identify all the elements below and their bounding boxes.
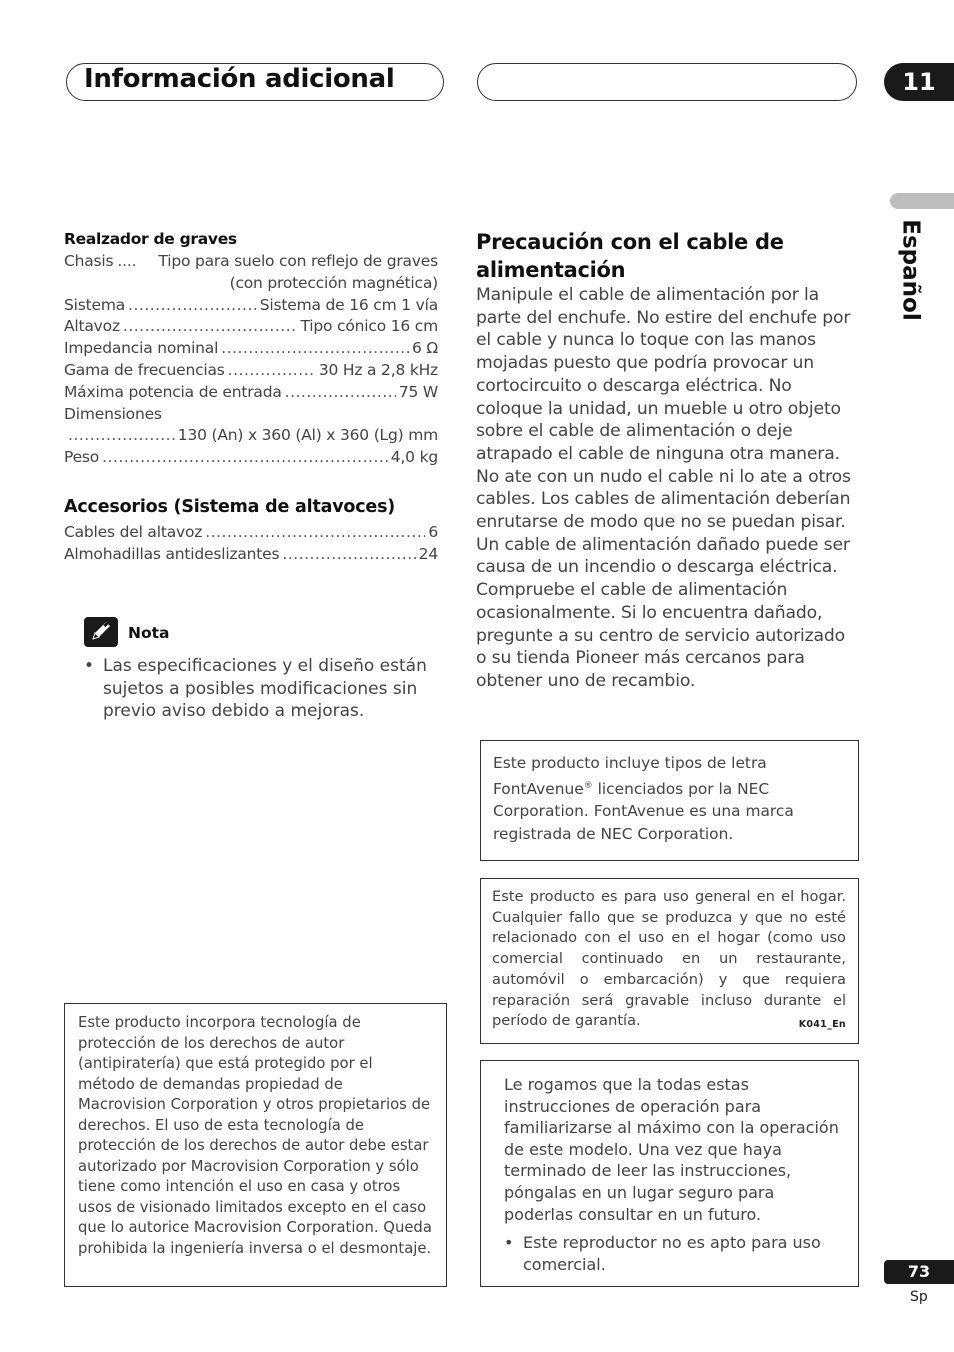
list-item (84, 655, 434, 723)
spec-label: Gama de frecuencias (64, 360, 225, 379)
spec-value: 6 (428, 523, 438, 541)
instructions-notice (480, 1060, 859, 1287)
power-cord-heading: Precaución con el cable de alimentación (476, 230, 784, 282)
spec-leader (285, 382, 396, 404)
spec-label: Almohadillas antideslizantes (64, 544, 280, 563)
spec-row (64, 522, 438, 544)
bullet-marker: • (84, 656, 95, 676)
instructions-bullet: Este reproductor no es apto para uso comercial. (523, 1233, 821, 1274)
instructions-text: Le rogamos que la todas estas instrucciones de operación para familiarizarse al máximo con la operación de este modelo. Una vez que haya terminado de leer las instrucciones, póngalas en un lugar seguro para poderlas consultar en un futuro. (504, 1075, 839, 1224)
spec-leader (282, 544, 415, 566)
spec-label: Altavoz (64, 317, 120, 336)
spec-label: Máxima potencia de entrada (64, 382, 282, 401)
page-title: Información adicional (84, 64, 395, 94)
spec-row (64, 544, 438, 566)
language-label: Español (898, 219, 925, 321)
language-tab-bar (890, 193, 954, 209)
spec-row (64, 338, 438, 360)
fontavenue-notice (480, 740, 859, 861)
spec-leader: .... (117, 252, 137, 270)
accessories-specs (64, 497, 438, 566)
accessories-heading: Accesorios (Sistema de altavoces) (64, 497, 396, 517)
page-number: 73 (884, 1260, 954, 1284)
spec-value: 30 Hz a 2,8 kHz (318, 360, 438, 379)
spec-value: Sistema de 16 cm 1 vía (259, 295, 438, 314)
spec-value: 75 W (398, 382, 438, 401)
spec-row (64, 316, 438, 338)
spec-label: Impedancia nominal (64, 339, 219, 358)
macrovision-notice (64, 1003, 447, 1287)
fontavenue-text-b: licenciados por la NEC Corporation. FontAvenue es una marca registrada de NEC Corporation. (493, 779, 794, 843)
spec-leader (102, 447, 388, 469)
spec-row (64, 447, 438, 469)
spec-value: 130 (An) x 360 (Al) x 360 (Lg) mm (177, 426, 438, 445)
note-label: Nota (128, 624, 170, 642)
note-text: Las especificaciones y el diseño están sujetos a posibles modificaciones sin previo aviso debido a mejoras. (103, 656, 427, 721)
spec-label: Cables del altavoz (64, 523, 203, 541)
spec-leader (68, 425, 175, 447)
spec-value: (con protección magnética) (229, 273, 438, 292)
note-list (84, 655, 434, 723)
fontavenue-text-a: Este producto incluye tipos de letra FontAvenue (493, 754, 767, 798)
language-tab (876, 215, 946, 325)
home-use-text: Este producto es para uso general en el hogar. Cualquier fallo que se produzca y que no esté relacionado con el uso en el hogar (como uso comercial continuado en un restaurante, automóvil o embarcación) y que requiera reparación será gravable incluso durante el período de garantía. (492, 888, 846, 1030)
spec-row (64, 425, 438, 447)
list-item (504, 1232, 844, 1275)
subwoofer-specs (64, 229, 438, 469)
spec-value: 4,0 kg (390, 448, 438, 467)
header-empty-frame (477, 63, 857, 101)
spec-row (64, 251, 438, 273)
registered-mark: ® (583, 780, 593, 791)
spec-leader (128, 295, 257, 317)
spec-row (64, 273, 438, 295)
pencil-icon (84, 617, 118, 647)
spec-row (64, 295, 438, 317)
spec-label: Dimensiones (64, 404, 162, 423)
spec-label: Chasis (64, 252, 114, 270)
spec-row (64, 382, 438, 404)
spec-leader (205, 522, 425, 544)
home-use-notice (480, 878, 859, 1044)
spec-leader (221, 338, 409, 360)
document-code: K041_En (798, 1019, 846, 1031)
spec-value: Tipo para suelo con reflejo de graves (158, 252, 438, 270)
bullet-marker: • (504, 1233, 514, 1253)
spec-leader (228, 360, 316, 382)
subwoofer-heading: Realzador de graves (64, 230, 237, 248)
spec-leader (123, 316, 298, 338)
spec-row (64, 404, 438, 426)
spec-value: 24 (418, 544, 438, 563)
power-cord-body: Manipule el cable de alimentación por la parte del enchufe. No estire del enchufe por el cable y nunca lo toque con las manos mojadas puesto que podría provocar un cortocircuito o descarga eléctrica. No coloque la unidad, un mueble u otro objeto sobre el cable de alimentación o deje atrapado el cable de ninguna otra manera. No ate con un nudo el cable ni lo ate a otros cables. Los cables de alimentación deberían enrutarse de modo que no se puedan pisar. Un cable de alimentación dañado puede ser causa de un incendio o descarga eléctrica. Compruebe el cable de alimentación ocasionalmente. Si lo encuentra dañado, pregunte a su centro de servicio autorizado o su tienda Pioneer más cercanos para obtener uno de recambio. (476, 285, 851, 691)
spec-label: Peso (64, 448, 100, 467)
page-language-code: Sp (910, 1289, 928, 1305)
spec-label: Sistema (64, 295, 126, 314)
chapter-number: 11 (884, 63, 954, 101)
spec-row (64, 360, 438, 382)
spec-value: Tipo cónico 16 cm (300, 317, 438, 336)
macrovision-text: Este producto incorpora tecnología de protección de los derechos de autor (antipiratería) que está protegido por el método de demandas propiedad de Macrovision Corporation y otros propietarios de derechos. El uso de esta tecnología de protección de los derechos de autor debe estar autorizado por Macrovision Corporation y sólo tiene como intención el uso en casa y otros usos de visionado limitados excepto en el caso que lo autorice Macrovision Corporation. Queda prohibida la ingeniería inversa o el desmontaje. (78, 1014, 432, 1257)
spec-value: 6 Ω (411, 339, 438, 358)
